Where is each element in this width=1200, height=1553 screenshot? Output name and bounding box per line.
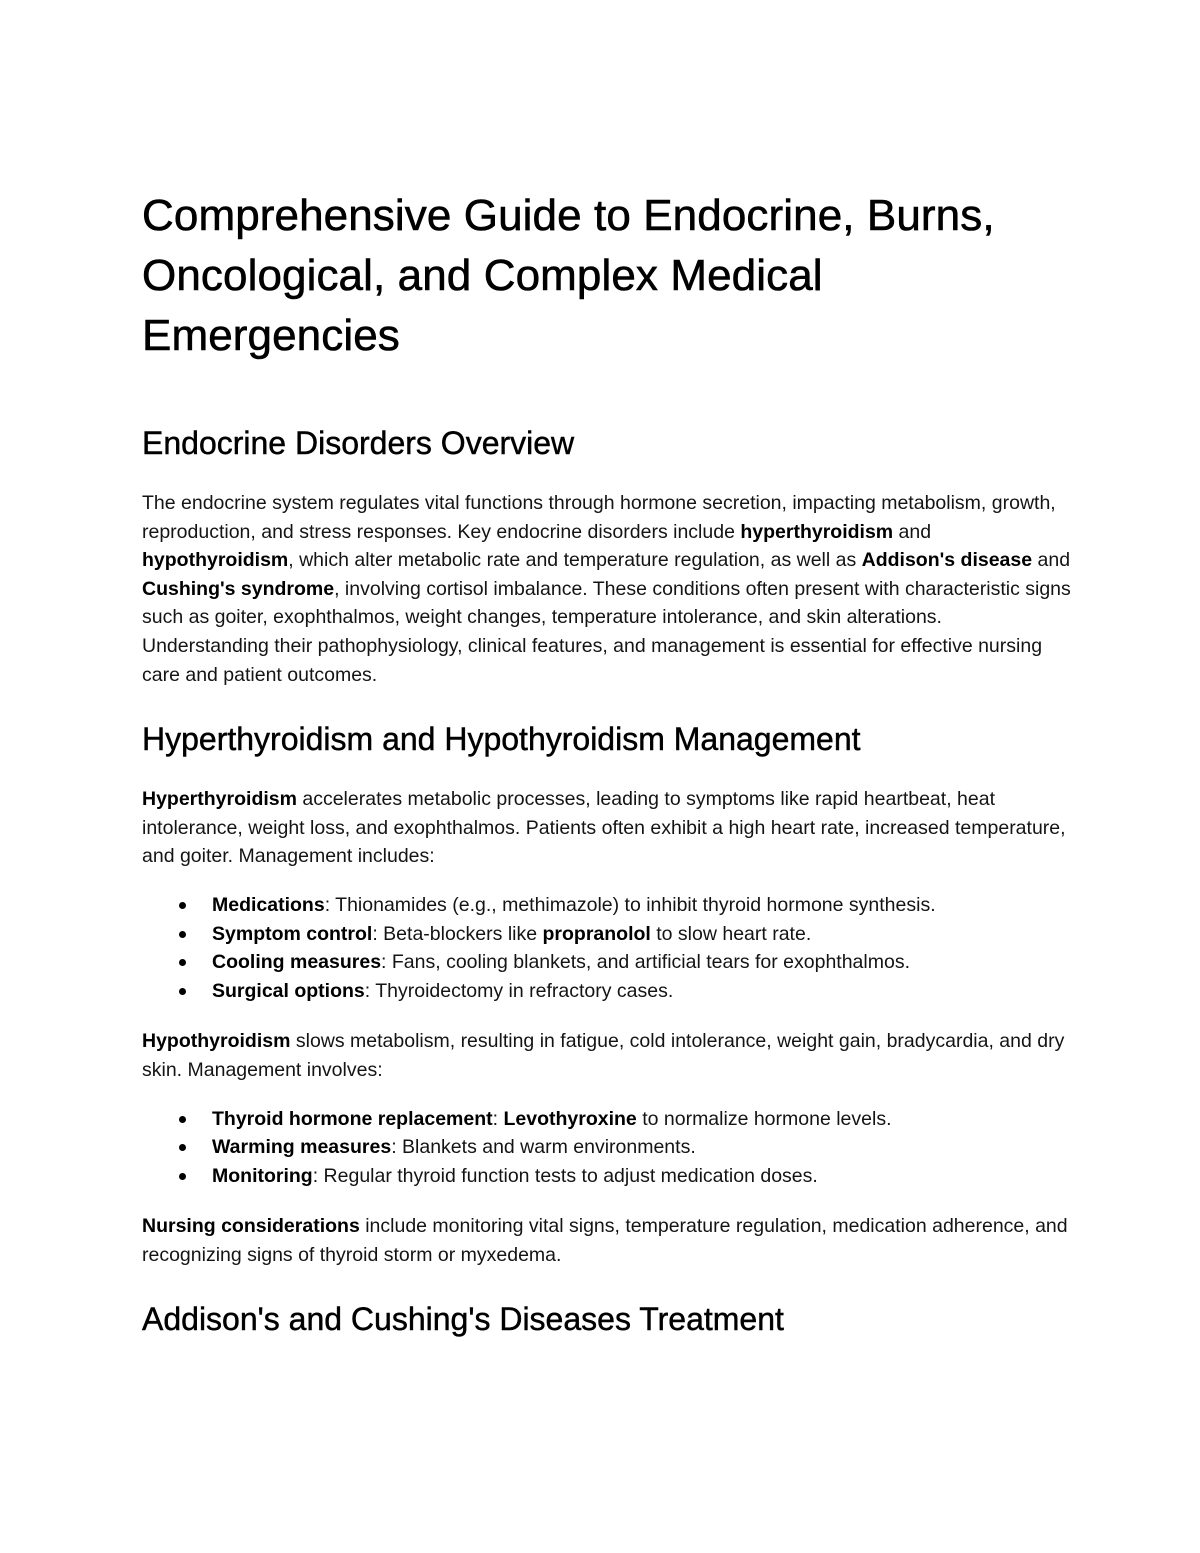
list-item-text: to slow heart rate. (650, 922, 812, 945)
document-title: Comprehensive Guide to Endocrine, Burns, Oncological, and Complex Medical Emergencies (142, 191, 995, 360)
overview-text-2: and (893, 520, 932, 543)
list-item-text: : Blankets and warm environments. (391, 1136, 696, 1159)
list-item-text: : Thionamides (e.g., methimazole) to inhibit thyroid hormone synthesis. (324, 893, 936, 916)
document-page (142, 186, 1072, 1339)
list-item-term: Levothyroxine (503, 1107, 637, 1130)
list-item-text: to normalize hormone levels. (636, 1107, 892, 1130)
bullet-icon (179, 959, 186, 966)
list-item-label: Thyroid hormone replacement (212, 1107, 493, 1130)
list-item-text: : Beta-blockers like (372, 922, 543, 945)
hyperthyroidism-intro-text: accelerates metabolic processes, leading to symptoms like rapid heartbeat, heat intolerance, weight loss, and exophthalmos. Patients often exhibit a high heart rate, increased temperature, and goiter. Management includes: (142, 788, 1066, 868)
nursing-considerations-term: Nursing considerations (142, 1215, 360, 1238)
heading-adrenal-treatment: Addison's and Cushing's Diseases Treatment (142, 1301, 784, 1338)
overview-text-4: and (1032, 549, 1071, 572)
overview-term-addisons: Addison's disease (861, 549, 1033, 572)
list-item-text: : Fans, cooling blankets, and artificial tears for exophthalmos. (381, 951, 910, 974)
hypothyroidism-term: Hypothyroidism (142, 1030, 291, 1053)
overview-text-1: The endocrine system regulates vital functions through hormone secretion, impacting metabolism, growth, reproduction, and stress responses. Key endocrine disorders include (142, 492, 1056, 543)
hyperthyroidism-term: Hyperthyroidism (142, 788, 297, 811)
list-item-label: Monitoring (212, 1164, 313, 1187)
overview-paragraph (142, 489, 1072, 689)
list-item (142, 891, 1072, 920)
hypothyroidism-intro-text: slows metabolism, resulting in fatigue, cold intolerance, weight gain, bradycardia, and dry skin. Management involves: (142, 1030, 1065, 1081)
list-item (142, 1133, 1072, 1162)
overview-term-hyperthyroidism: hyperthyroidism (740, 520, 894, 543)
list-item-label: Cooling measures (212, 951, 382, 974)
overview-text-5: , involving cortisol imbalance. These conditions often present with characteristic signs such as goiter, exophthalmos, weight changes, temperature intolerance, and skin alterations. Understanding their pathophysiology, clinical features, and management is essential for effective nursing care and patient outcomes. (142, 577, 1071, 686)
list-item-label: Surgical options (212, 979, 365, 1002)
overview-text-3: , which alter metabolic rate and temperature regulation, as well as (288, 549, 862, 572)
list-item-text: : Thyroidectomy in refractory cases. (364, 979, 674, 1002)
heading-thyroid-management: Hyperthyroidism and Hypothyroidism Management (142, 721, 861, 758)
bullet-icon (179, 1116, 186, 1123)
list-item-label: Symptom control (212, 922, 373, 945)
overview-term-cushings: Cushing's syndrome (142, 577, 335, 600)
nursing-considerations-text: include monitoring vital signs, temperature regulation, medication adherence, and recognizing signs of thyroid storm or myxedema. (142, 1215, 1068, 1266)
bullet-icon (179, 1144, 186, 1151)
list-item (142, 920, 1072, 949)
bullet-icon (179, 931, 186, 938)
list-item-label: Medications (212, 893, 325, 916)
bullet-icon (179, 902, 186, 909)
bullet-icon (179, 988, 186, 995)
hypothyroidism-intro (142, 1027, 1072, 1084)
list-item-text: : (492, 1107, 504, 1130)
list-item (142, 1162, 1072, 1191)
overview-term-hypothyroidism: hypothyroidism (142, 549, 289, 572)
list-item (142, 977, 1072, 1006)
hyperthyroidism-management-list (142, 891, 1072, 1005)
list-item (142, 1105, 1072, 1134)
list-item-text: : Regular thyroid function tests to adjust medication doses. (312, 1164, 818, 1187)
heading-endocrine-overview: Endocrine Disorders Overview (142, 425, 575, 461)
list-item (142, 948, 1072, 977)
hyperthyroidism-intro (142, 785, 1072, 871)
hypothyroidism-management-list (142, 1105, 1072, 1191)
nursing-considerations-paragraph (142, 1212, 1072, 1269)
bullet-icon (179, 1173, 186, 1180)
list-item-term: propranolol (542, 922, 651, 945)
list-item-label: Warming measures (212, 1136, 392, 1159)
